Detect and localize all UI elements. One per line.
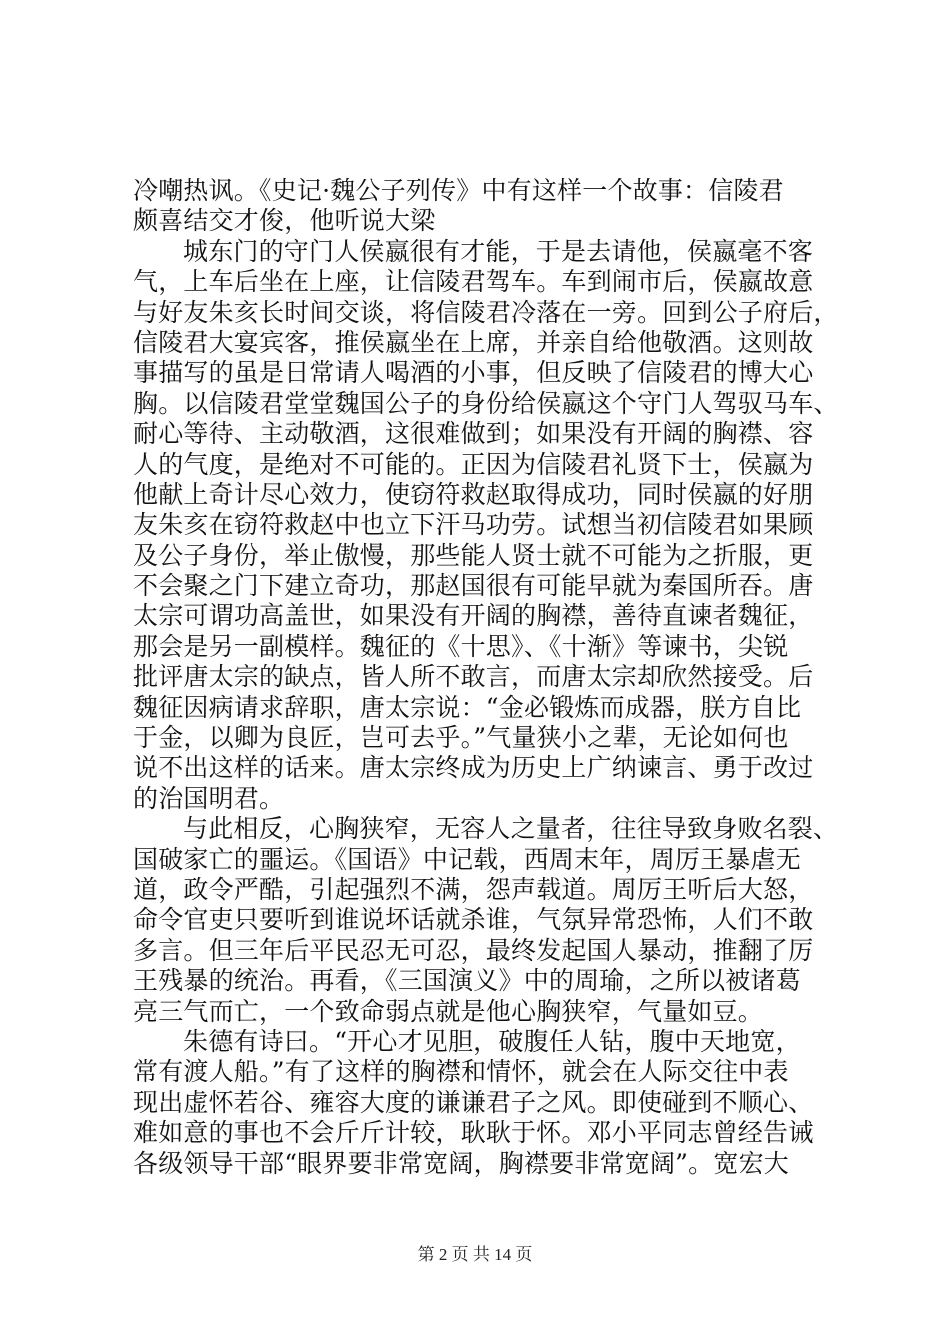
text-line: 现出虚怀若谷、雍容大度的谦谦君子之风。即使碰到不顺心、 [133,1087,814,1117]
text-line: 不会聚之门下建立奇功，那赵国很有可能早就为秦国所吞。唐 [133,571,814,601]
text-line: 魏征因病请求辞职，唐太宗说：“金必锻炼而成器，朕方自比 [133,692,802,722]
text-line: 太宗可谓功高盖世，如果没有开阔的胸襟，善待直谏者魏征， [133,601,814,631]
text-line: 那会是另一副模样。魏征的《十思》、《十渐》等谏书，尖锐 [133,631,789,661]
text-line: 朱德有诗曰。“开心才见胆，破腹任人钻，腹中天地宽， [183,1026,801,1056]
text-line: 他献上奇计尽心效力，使窃符救赵取得成功，同时侯嬴的好朋 [133,479,814,509]
body-text [133,176,839,1179]
text-line: 各级领导干部“眼界要非常宽阔，胸襟要非常宽阔”。宽宏大 [133,1148,789,1178]
text-line: 胸。以信陵君堂堂魏国公子的身份给侯嬴这个守门人驾驭马车、 [133,388,839,418]
text-line: 王残暴的统治。再看，《三国演义》中的周瑜，之所以被诸葛 [133,966,801,996]
text-line: 说不出这样的话来。唐太宗终成为历史上广纳谏言、勇于改过 [133,753,814,783]
text-line: 道，政令严酷，引起强烈不满，怨声载道。周厉王听后大怒， [133,874,814,904]
text-line: 冷嘲热讽。《史记·魏公子列传》中有这样一个故事：信陵君 [133,176,784,205]
text-line: 气，上车后坐在上座，让信陵君驾车。车到闹市后，侯嬴故意 [133,267,814,297]
text-line: 于金，以卿为良匠，岂可去乎。”气量狭小之辈，无论如何也 [133,723,789,753]
text-line: 颇喜结交才俊，他听说大梁 [133,206,436,236]
text-line: 国破家亡的噩运。《国语》中记载，西周末年，周厉王暴虐无 [133,844,801,874]
text-line: 事描写的虽是日常请人喝酒的小事，但反映了信陵君的博大心 [133,358,814,388]
page-number-footer: 第 2 页 共 14 页 [417,1245,533,1264]
text-line: 命令官吏只要听到谁说坏话就杀谁，气氛异常恐怖，人们不敢 [133,905,814,935]
text-line: 多言。但三年后平民忍无可忍，最终发起国人暴动，推翻了厉 [133,935,814,965]
text-line: 人的气度，是绝对不可能的。正因为信陵君礼贤下士，侯嬴为 [133,449,814,479]
text-line: 难如意的事也不会斤斤计较，耿耿于怀。邓小平同志曾经告诫 [133,1118,814,1148]
text-line: 批评唐太宗的缺点，皆人所不敢言，而唐太宗却欣然接受。后 [133,662,814,692]
text-line: 友朱亥在窃符救赵中也立下汗马功劳。试想当初信陵君如果顾 [133,510,814,540]
text-line: 信陵君大宴宾客，推侯嬴坐在上席，并亲自给他敬酒。这则故 [133,327,814,357]
text-line: 亮三气而亡，一个致命弱点就是他心胸狭窄，气量如豆。 [133,996,764,1026]
text-line: 与好友朱亥长时间交谈，将信陵君冷落在一旁。回到公子府后， [133,297,839,327]
text-line: 及公子身份，举止傲慢，那些能人贤士就不可能为之折服，更 [133,540,814,570]
text-line: 与此相反，心胸狭窄，无容人之量者，往往导致身败名裂、 [183,814,839,844]
text-line: 的治国明君。 [133,783,285,813]
text-line: 耐心等待、主动敬酒，这很难做到；如果没有开阔的胸襟、容 [133,419,814,449]
text-line: 常有渡人船。”有了这样的胸襟和情怀，就会在人际交往中表 [133,1057,789,1087]
text-line: 城东门的守门人侯嬴很有才能，于是去请他，侯嬴毫不客 [183,236,814,266]
